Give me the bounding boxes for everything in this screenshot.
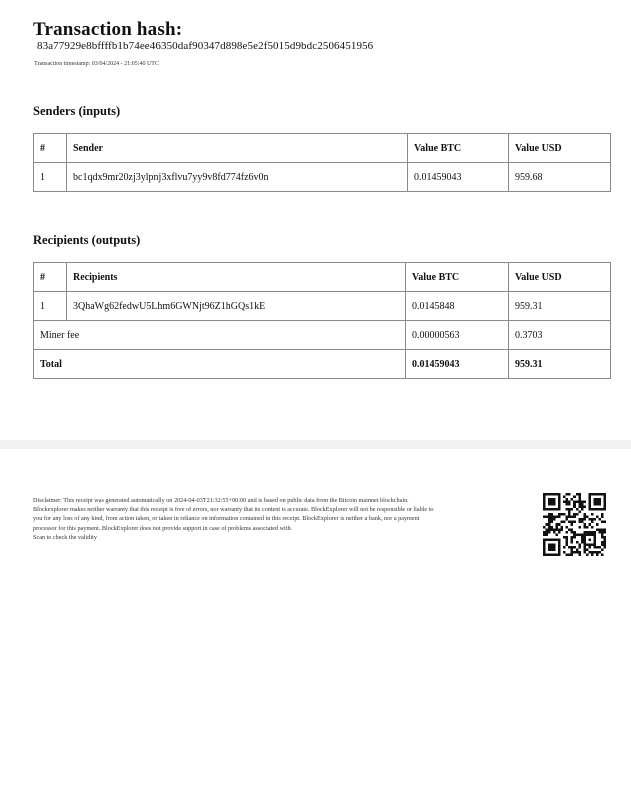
row-number: 1 [34, 163, 67, 192]
miner-fee-btc: 0.00000563 [406, 321, 509, 350]
recipients-table [33, 262, 611, 379]
recipient-address: 3QhaWg62fedwU5Lhm6GWNjt96Z1hGQs1kE [67, 292, 406, 321]
senders-section-title: Senders (inputs) [33, 104, 121, 118]
total-btc: 0.01459043 [406, 350, 509, 379]
value-btc: 0.01459043 [408, 163, 509, 192]
disclaimer-text: Disclaimer: This receipt was generated automatically on 2024-04-03T21:32:55+00:00 and is based on public data from the Bitcoin mainnet blockchain. Blockexplorer makes neither warranty that this receipt is free of errors, nor warranty that its content is accurate. BlockExplorer will not be responsible or liable to you for any loss of any kind, from action taken, or taken in reliance on information contained in this receipt. BlockExplorer is neither a bank, nor a payment processor for this payment. BlockExplorer does not provide support in case of problems associated with. [33, 497, 434, 532]
miner-fee-label: Miner fee [34, 321, 406, 350]
row-number: 1 [34, 292, 67, 321]
column-header-number: # [34, 263, 67, 292]
column-header-number: # [34, 134, 67, 163]
transaction-timestamp: Transaction timestamp: 03/04/2024 - 21:05:40 UTC [34, 61, 159, 67]
miner-fee-row [34, 321, 611, 350]
recipients-section-title: Recipients (outputs) [33, 233, 141, 247]
value-btc: 0.0145848 [406, 292, 509, 321]
column-header-value-btc: Value BTC [408, 134, 509, 163]
scan-instruction: Scan to check the validity [33, 533, 97, 541]
column-header-value-usd: Value USD [509, 263, 611, 292]
table-row [34, 163, 611, 192]
page-divider [0, 440, 631, 449]
column-header-recipients: Recipients [67, 263, 406, 292]
table-header-row [34, 263, 611, 292]
table-row [34, 292, 611, 321]
senders-table [33, 133, 611, 192]
value-usd: 959.31 [509, 292, 611, 321]
total-usd: 959.31 [509, 350, 611, 379]
disclaimer-block [33, 496, 441, 542]
column-header-value-usd: Value USD [509, 134, 611, 163]
table-header-row [34, 134, 611, 163]
total-row [34, 350, 611, 379]
transaction-hash: 83a77929e8bffffb1b74ee46350daf90347d898e5e2f5015d9bdc2506451956 [37, 40, 374, 52]
column-header-value-btc: Value BTC [406, 263, 509, 292]
column-header-sender: Sender [67, 134, 408, 163]
miner-fee-usd: 0.3703 [509, 321, 611, 350]
sender-address: bc1qdx9mr20zj3ylpnj3xflvu7yy9v8fd774fz6v0n [67, 163, 408, 192]
page-title: Transaction hash: [33, 19, 183, 40]
value-usd: 959.68 [509, 163, 611, 192]
total-label: Total [34, 350, 406, 379]
qr-code-icon[interactable] [543, 493, 606, 556]
